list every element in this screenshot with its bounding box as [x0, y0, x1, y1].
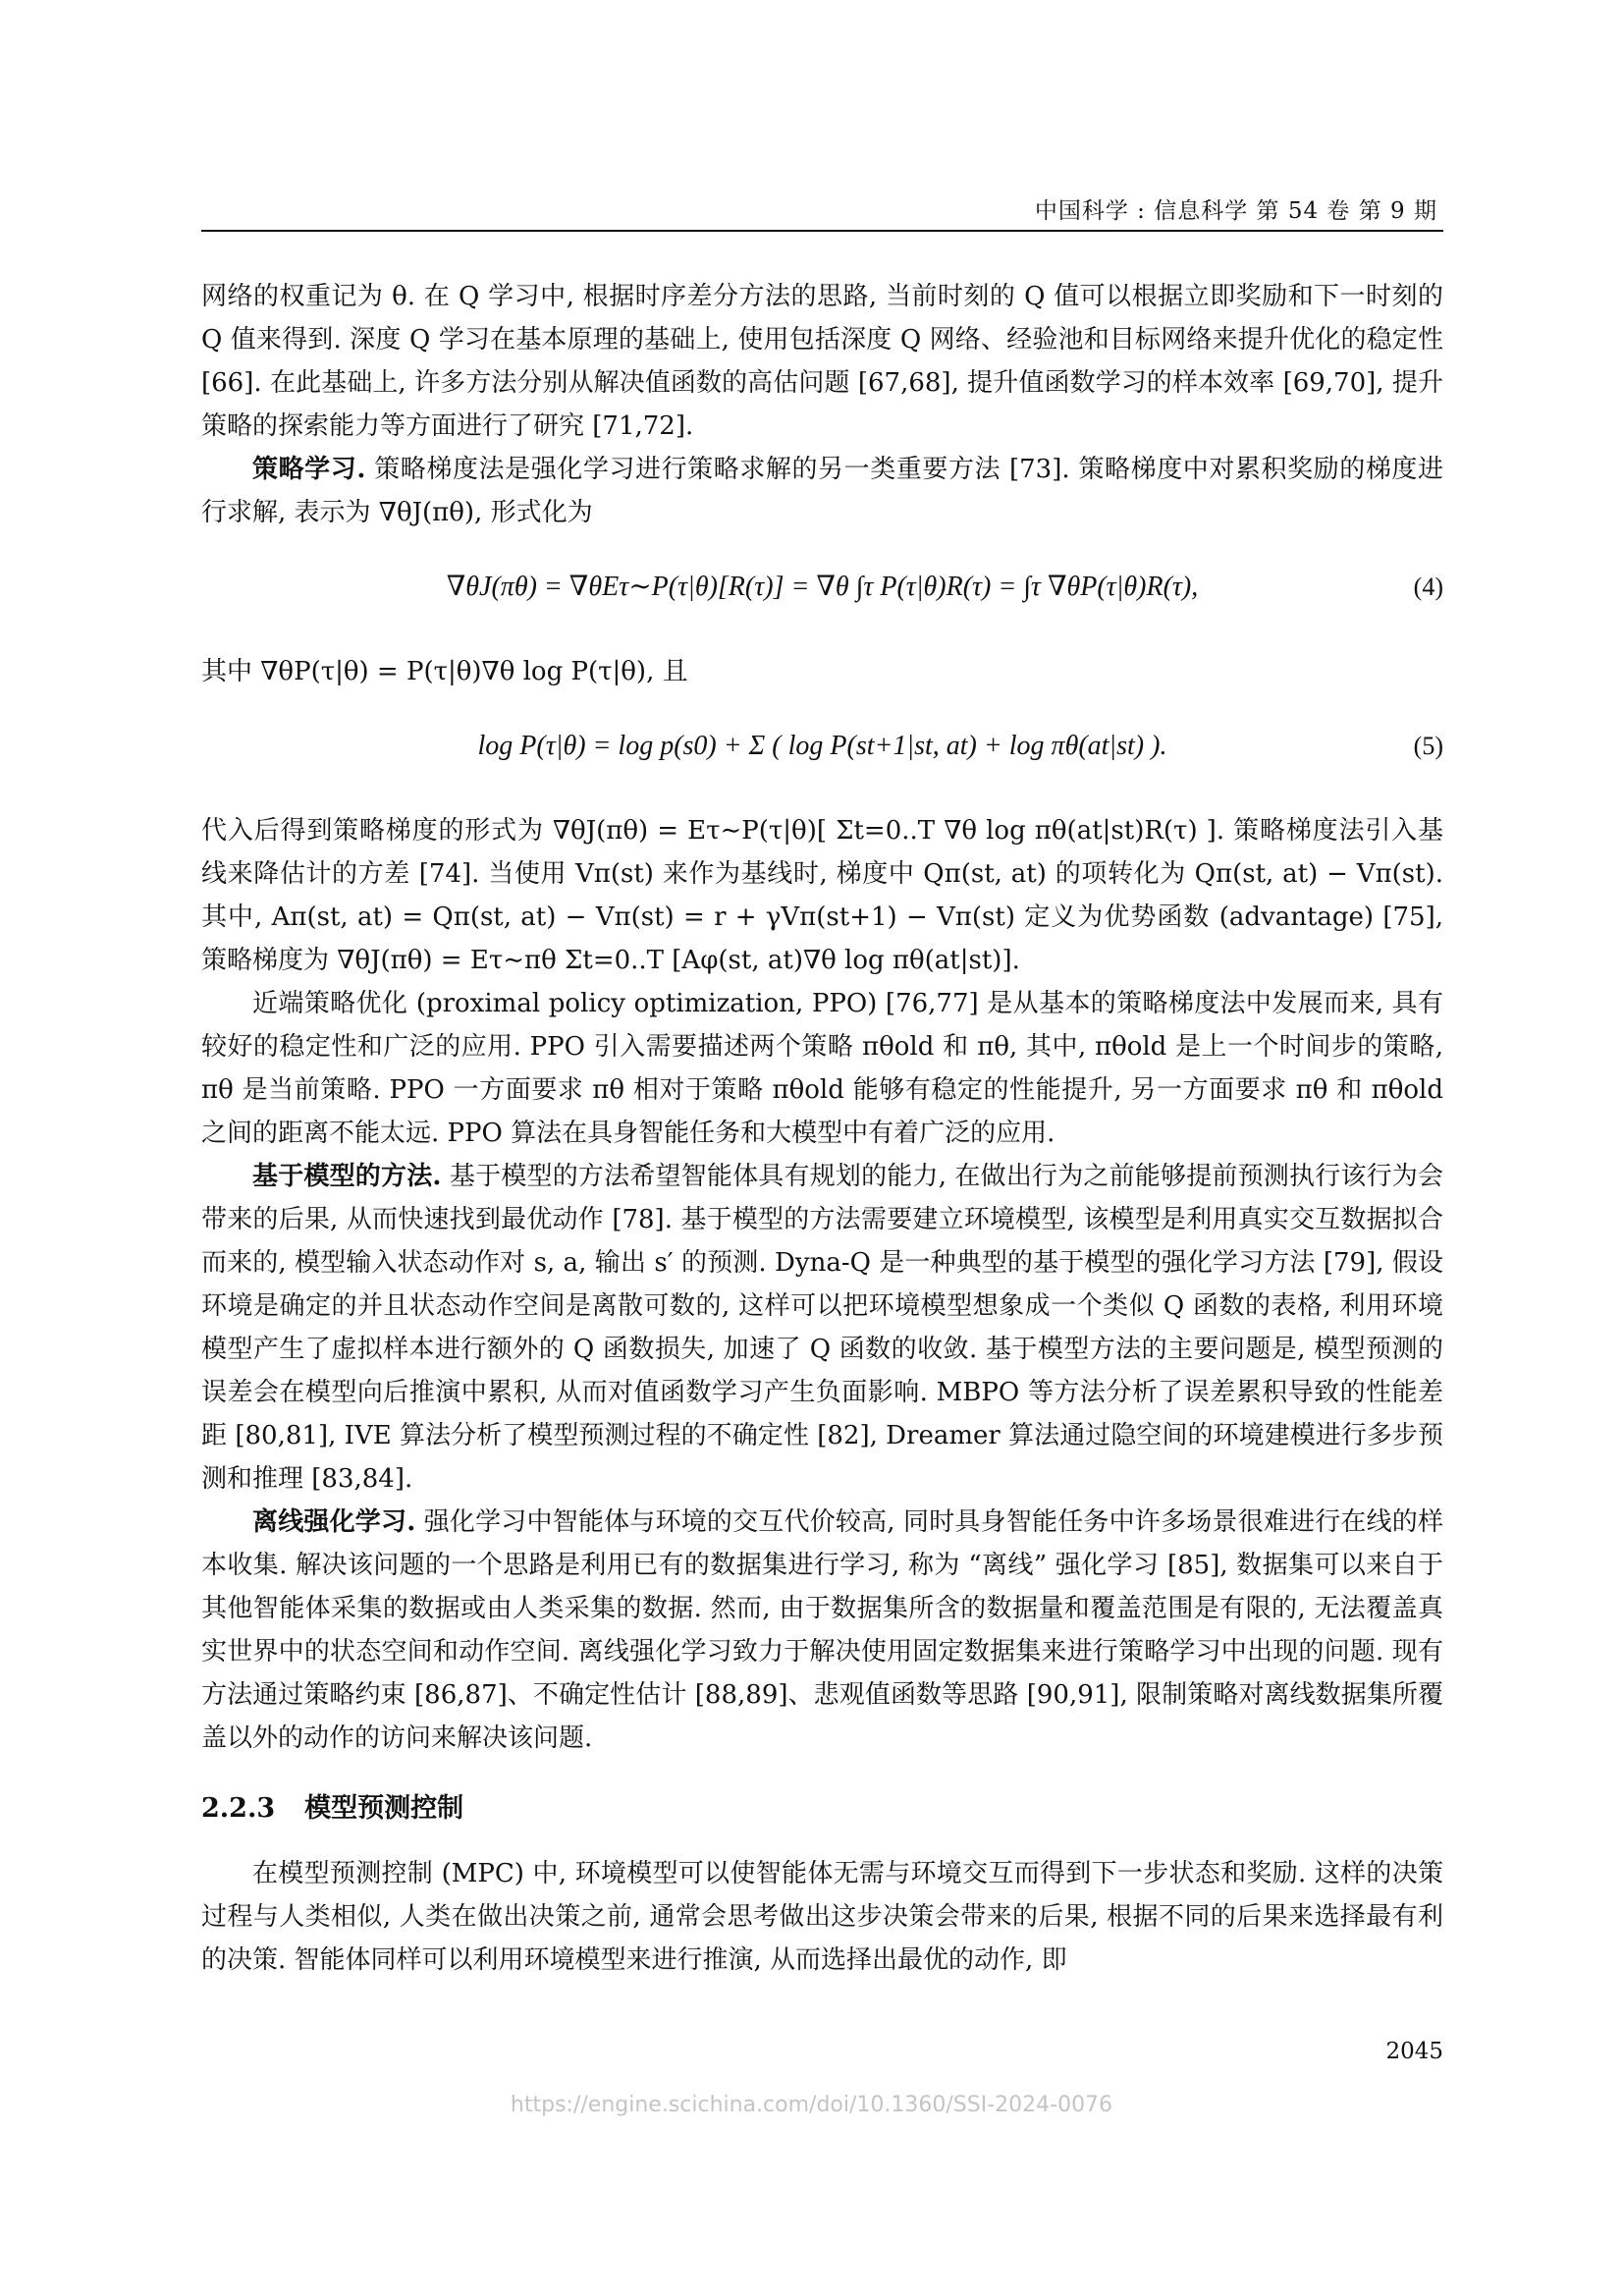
section-title: 模型预测控制 [304, 1793, 464, 1824]
paragraph-offline-rl [201, 1501, 1443, 1760]
paragraph-mpc: 在模型预测控制 (MPC) 中, 环境模型可以使智能体无需与环境交互而得到下一步状态和奖励. 这样的决策过程与人类相似, 人类在做出决策之前, 通常会思考做出这步决策会带来的后果, 根据不同的后果来选择最有利的决策. 智能体同样可以利用环境模型来进行推演, 从而选择出最优的动作, 即 [201, 1859, 1443, 1975]
paragraph-q-learning: 网络的权重记为 θ. 在 Q 学习中, 根据时序差分方法的思路, 当前时刻的 Q 值可以根据立即奖励和下一时刻的 Q 值来得到. 深度 Q 学习在基本原理的基础上, 使用包括深度 Q 网络、经验池和目标网络来提升优化的稳定性 [66]. 在此基础上, 许多方法分别从解决值函数的高估问题 [67,68], 提升值函数学习的样本效率 [69,70], 提升策略的探索能力等方面进行了研究 [71,72]. [201, 282, 1443, 441]
paragraph-lead-policy-learning: 策略学习. [252, 455, 366, 484]
paragraph-model-based [201, 1155, 1443, 1501]
paragraph-gradient-log: 其中 ∇θP(τ|θ) = P(τ|θ)∇θ log P(τ|θ), 且 [201, 657, 688, 686]
paragraph-ppo: 近端策略优化 (proximal policy optimization, PPO) [76,77] 是从基本的策略梯度法中发展而来, 具有较好的稳定性和广泛的应用. PPO 引入需要描述两个策略 πθold 和 πθ, 其中, πθold 是上一个时间步的策略, πθ 是当前策略. PPO 一方面要求 πθ 相对于策略 πθold 能够有稳定的性能提升, 另一方面要求 πθ 和 πθold 之间的距离不能太远. PPO 算法在具身智能任务和大模型中有着广泛的应用. [201, 989, 1443, 1148]
page-number: 2045 [1385, 2039, 1443, 2064]
doi-watermark: https://engine.scichina.com/doi/10.1360/SSI-2024-0076 [510, 2093, 1113, 2117]
journal-header: 中国科学 : 信息科学 第 54 卷 第 9 期 [1034, 198, 1437, 224]
paragraph-model-based-text: 基于模型的方法希望智能体具有规划的能力, 在做出行为之前能够提前预测执行该行为会带来的后果, 从而快速找到最优动作 [78]. 基于模型的方法需要建立环境模型, 该模型是利用真实交互数据拟合而来的, 模型输入状态动作对 s, a, 输出 s′ 的预测. Dyna-Q 是一种典型的基于模型的强化学习方法 [79], 假设环境是确定的并且状态动作空间是离散可数的, 这样可以把环境模型想象成一个类似 Q 函数的表格, 利用环境模型产生了虚拟样本进行额外的 Q 函数损失, 加速了 Q 函数的收敛. 基于模型方法的主要问题是, 模型预测的误差会在模型向后推演中累积, 从而对值函数学习产生负面影响. MBPO 等方法分析了误差累积导致的性能差距 [80,81], IVE 算法分析了模型预测过程的不确定性 [82], Dreamer 算法通过隐空间的环境建模进行多步预测和推理 [83,84]. [201, 1162, 1444, 1494]
equation-4 [201, 538, 1443, 646]
running-header [201, 187, 1443, 232]
paragraph-policy-learning [201, 448, 1443, 534]
equation-4-number: (4) [1413, 573, 1443, 601]
paragraph-lead-offline-rl: 离线强化学习. [252, 1507, 416, 1537]
paragraph-policy-learning-text: 策略梯度法是强化学习进行策略求解的另一类重要方法 [73]. 策略梯度中对累积奖励的梯度进行求解, 表示为 ∇θJ(πθ), 形式化为 [201, 455, 1443, 527]
equation-5-number: (5) [1413, 732, 1443, 760]
paragraph-lead-model-based: 基于模型的方法. [252, 1162, 442, 1191]
paragraph-baseline: 代入后得到策略梯度的形式为 ∇θJ(πθ) = Eτ∼P(τ|θ)[ Σt=0..T ∇θ log πθ(at|st)R(τ) ]. 策略梯度法引入基线来降估计的方差 [74]. 当使用 Vπ(st) 来作为基线时, 梯度中 Qπ(st, at) 的项转化为 Qπ(st, at) − Vπ(st). 其中, Aπ(st, at) = Qπ(st, at) − Vπ(st) = r + γVπ(st+1) − Vπ(st) 定义为优势函数 (advantage) [75], 策略梯度为 ∇θJ(πθ) = Eτ∼πθ Σt=0..T [Aφ(st, at)∇θ log πθ(at|st)]. [201, 816, 1443, 975]
body-text [201, 275, 1443, 1982]
equation-4-body: ∇θJ(πθ) = ∇θEτ∼P(τ|θ)[R(τ)] = ∇θ ∫τ P(τ|θ)R(τ) = ∫τ ∇θP(τ|θ)R(τ), [446, 572, 1199, 602]
equation-5-body: log P(τ|θ) = log p(s0) + Σ ( log P(st+1|st, at) + log πθ(at|st) ). [477, 731, 1167, 761]
section-number: 2.2.3 [201, 1793, 276, 1824]
equation-5 [201, 697, 1443, 805]
paragraph-offline-rl-text: 强化学习中智能体与环境的交互代价较高, 同时具身智能任务中许多场景很难进行在线的样本收集. 解决该问题的一个思路是利用已有的数据集进行学习, 称为 “离线” 强化学习 [85], 数据集可以来自于其他智能体采集的数据或由人类采集的数据. 然而, 由于数据集所含的数据量和覆盖范围是有限的, 无法覆盖真实世界中的状态空间和动作空间. 离线强化学习致力于解决使用固定数据集来进行策略学习中出现的问题. 现有方法通过策略约束 [86,87]、不确定性估计 [88,89]、悲观值函数等思路 [90,91], 限制策略对离线数据集所覆盖以外的动作的访问来解决该问题. [201, 1507, 1443, 1753]
section-heading [201, 1787, 1443, 1831]
